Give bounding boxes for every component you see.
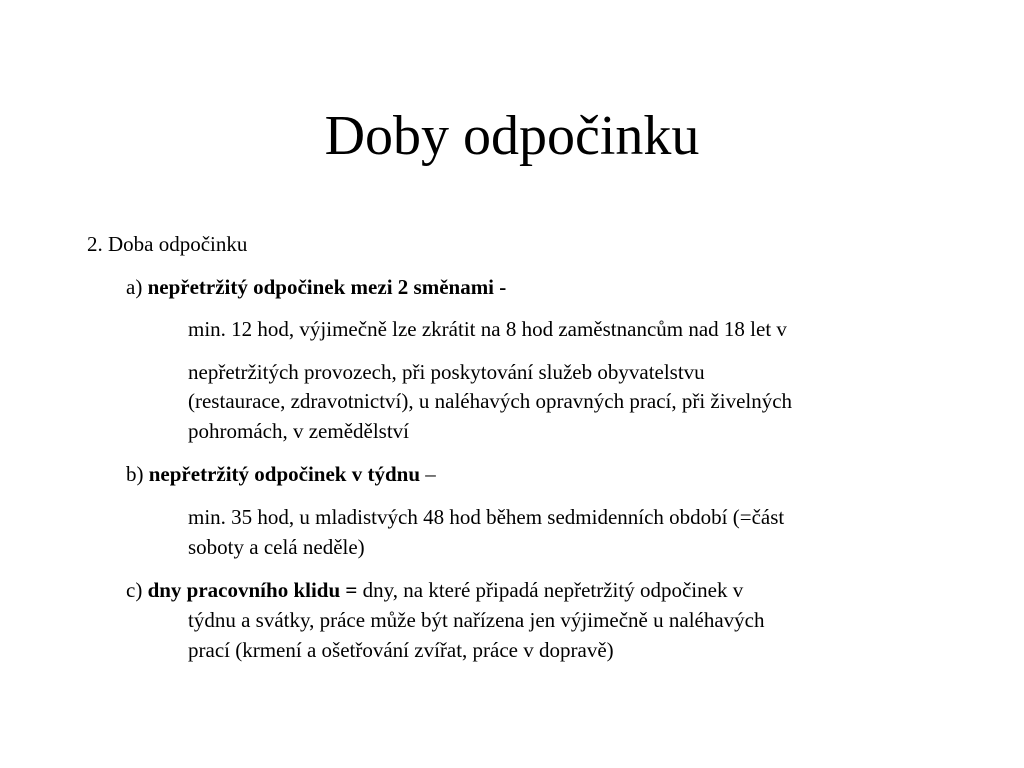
item-b-suffix: – [420,462,436,486]
item-a-line-1: min. 12 hod, výjimečně lze zkrátit na 8 hod zaměstnancům nad 18 let v [188,317,787,341]
item-b-prefix: b) [126,462,149,486]
item-b-line-2: soboty a celá neděle) [188,535,365,559]
item-c-heading [126,575,743,605]
item-b-bold-term: nepřetržitý odpočinek v týdnu [148,462,421,486]
item-b-heading [126,459,436,489]
item-a-bold-term: nepřetržitý odpočinek mezi 2 směnami - [147,275,507,299]
section-heading: 2. Doba odpočinku [87,232,248,256]
item-a-line-2: nepřetržitých provozech, při poskytování služeb obyvatelstvu [188,360,705,384]
item-c-first-line-rest: dny, na které připadá nepřetržitý odpočinek v [357,578,744,602]
item-c-prefix: c) [126,578,148,602]
item-c-line-1: týdnu a svátky, práce může být nařízena jen výjimečně u naléhavých [188,608,765,632]
item-a-line-3: (restaurace, zdravotnictví), u naléhavých opravných prací, při živelných [188,389,793,413]
item-a-prefix: a) [126,275,148,299]
item-c-bold-term: dny pracovního klidu = [147,578,358,602]
item-a-line-4: pohromách, v zemědělství [188,419,410,443]
slide-title: Doby odpočinku [324,105,700,167]
item-b-line-1: min. 35 hod, u mladistvých 48 hod během sedmidenních období (=část [188,505,785,529]
item-c-line-2: prací (krmení a ošetřování zvířat, práce v dopravě) [188,638,614,662]
item-a-heading [126,272,506,302]
